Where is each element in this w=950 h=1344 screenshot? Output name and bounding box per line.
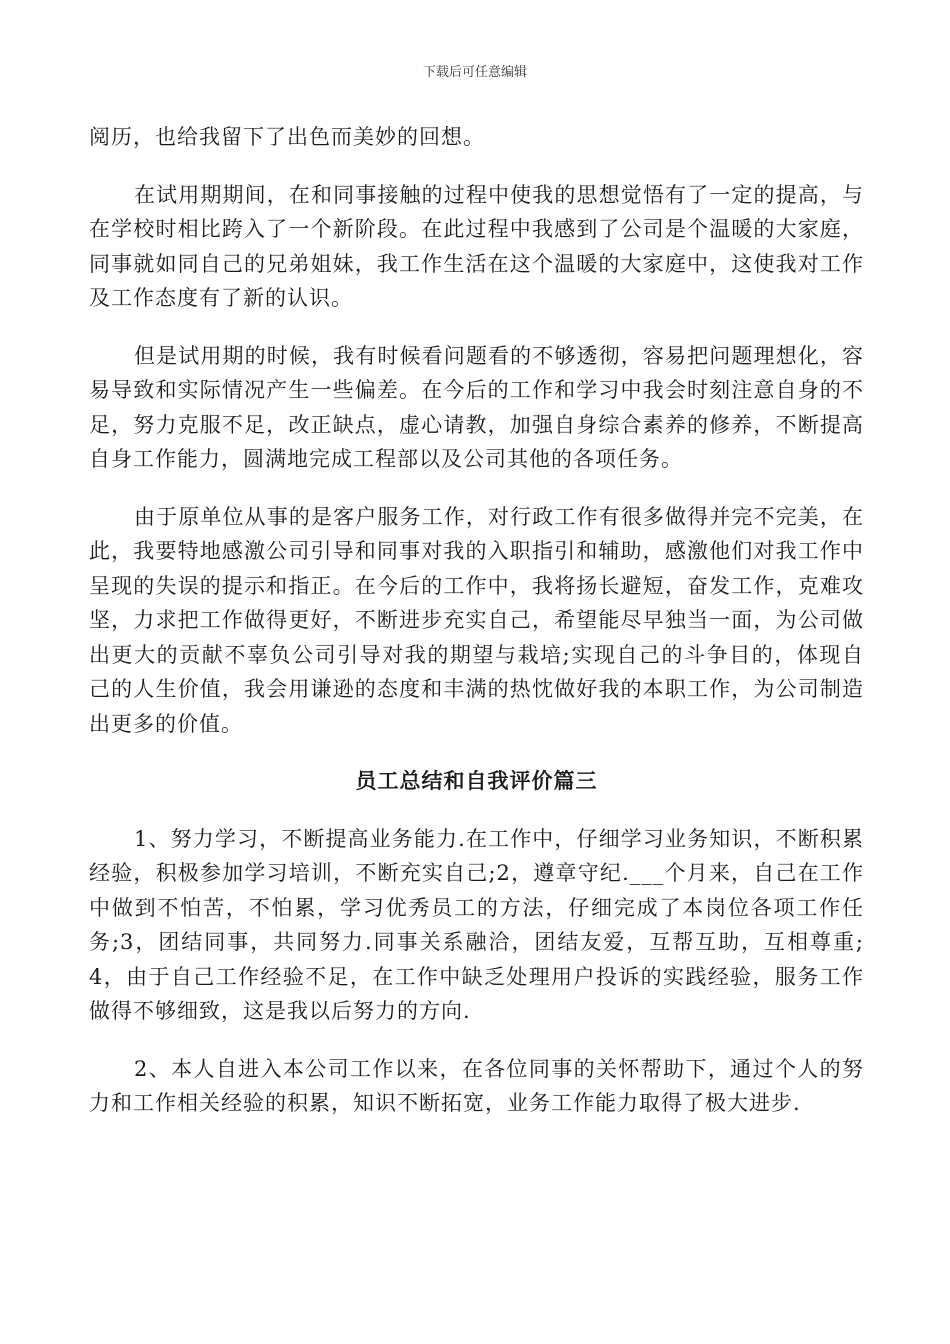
paragraph-shortcomings: 但是试用期的时候，我有时候看问题看的不够透彻，容易把问题理想化，容易导致和实际情况产生一些偏差。在今后的工作和学习中我会时刻注意自身的不足，努力克服不足，改正缺点，虚心请教，加强自身综合素养的修养，不断提高自身工作能力，圆满地完成工程部以及公司其他的各项任务。 [89,343,864,471]
page-header-note: 下载后可任意编辑 [422,65,527,80]
paragraph-continuation: 阅历，也给我留下了出色而美妙的回想。 [89,125,485,149]
paragraph-probation-growth: 在试用期期间，在和同事接触的过程中使我的思想觉悟有了一定的提高，与在学校时相比跨入了一个新阶段。在此过程中我感到了公司是个温暖的大家庭，同事就如同自己的兄弟姐妹，我工作生活在这个温暖的大家庭中，这使我对工作及工作态度有了新的认识。 [89,182,864,310]
paragraph-gratitude: 由于原单位从事的是客户服务工作，对行政工作有很多做得并完不完美，在此，我要特地感激公司引导和同事对我的入职指引和辅助，感激他们对我工作中呈现的失误的提示和指正。在今后的工作中，我将扬长避短，奋发工作，克难攻坚，力求把工作做得更好，不断进步充实自己，希望能尽早独当一面，为公司做出更大的贡献不辜负公司引导对我的期望与栽培;实现自己的斗争目的，体现自己的人生价值，我会用谦逊的态度和丰满的热忱做好我的本职工作，为公司制造出更多的价值。 [89,504,864,736]
section-paragraph-2: 2、本人自进入本公司工作以来，在各位同事的关怀帮助下，通过个人的努力和工作相关经验的积累，知识不断拓宽，业务工作能力取得了极大进步. [89,1056,864,1115]
section-title: 员工总结和自我评价篇三 [355,768,598,793]
section-paragraph-1: 1、努力学习，不断提高业务能力.在工作中，仔细学习业务知识，不断积累经验，积极参加学习培训，不断充实自己;2，遵章守纪.___个月来，自己在工作中做到不怕苦，不怕累，学习优秀员工的方法，仔细完成了本岗位各项工作任务;3，团结同事，共同努力.同事关系融洽，团结友爱，互帮互助，互相尊重;4，由于自己工作经验不足，在工作中缺乏处理用户投诉的实践经验，服务工作做得不够细致，这是我以后努力的方向. [89,826,864,1023]
document-body [89,120,864,1121]
